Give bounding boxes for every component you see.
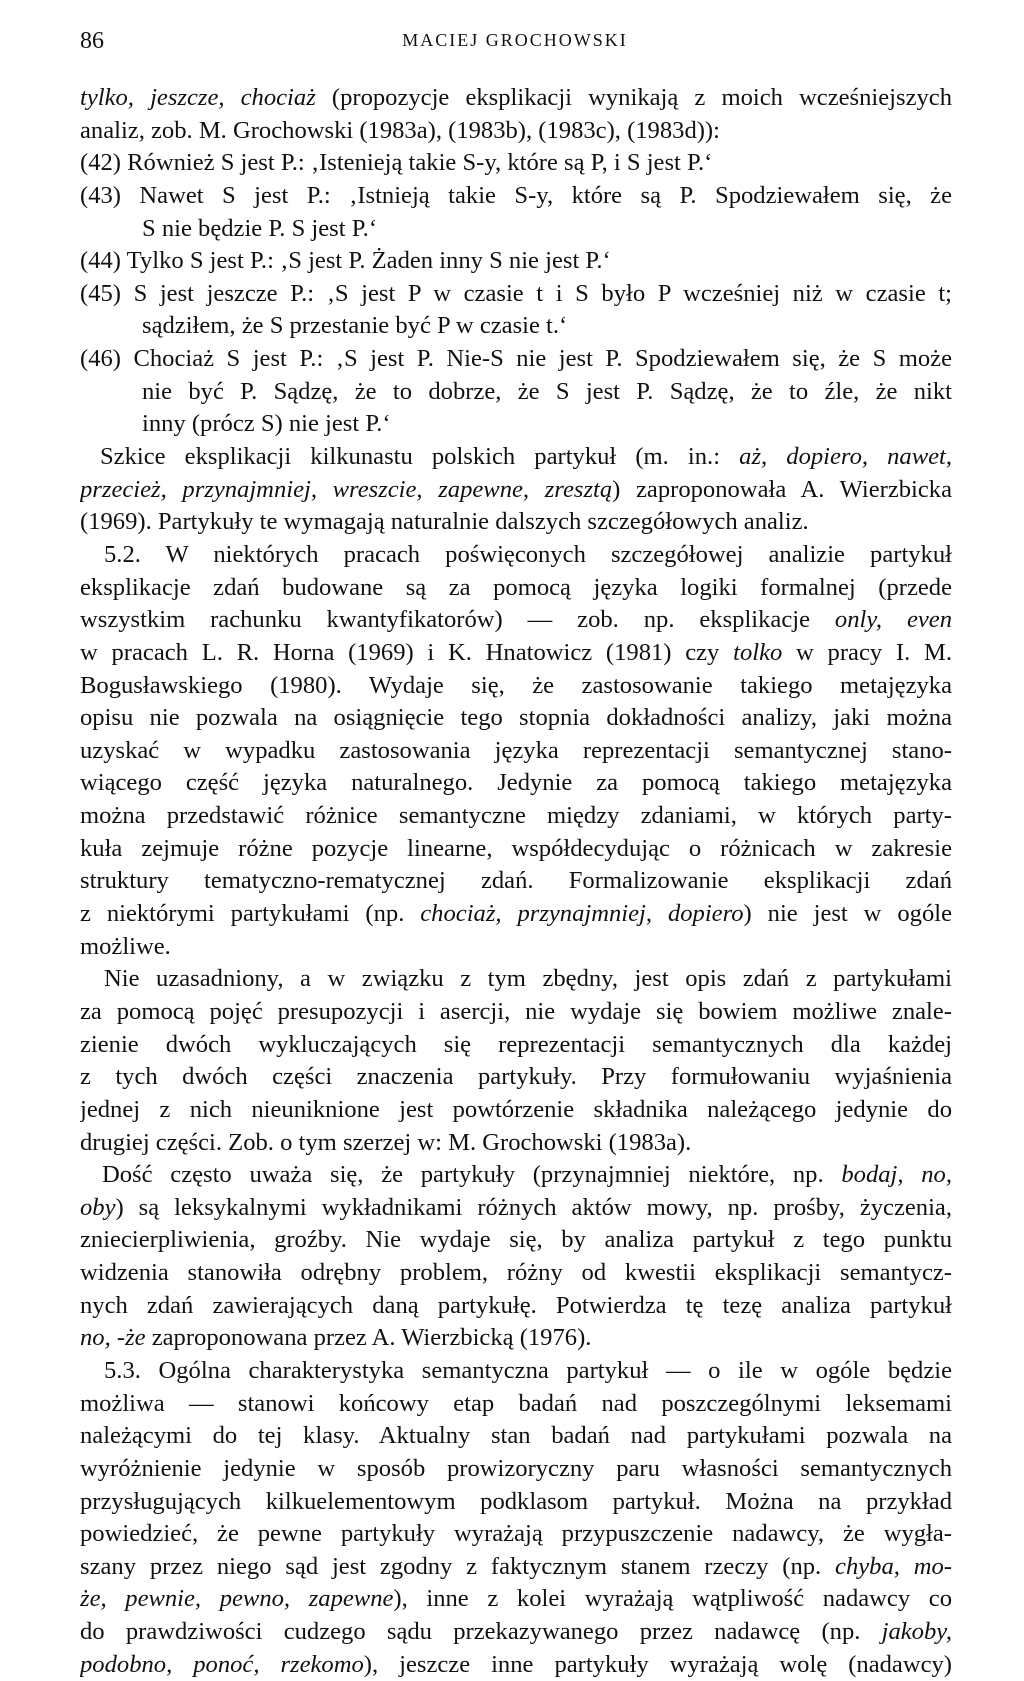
text-run: jednej z nich nieuniknione jest powtórzenie składnika należącego jedynie do [80, 1095, 952, 1123]
text-line [80, 1224, 952, 1257]
text-line [80, 1583, 952, 1616]
text-run: wiącego część języka naturalnego. Jedynie za pomocą takiego metajęzyka [80, 769, 952, 797]
text-run: (42) Również S jest P.: ‚Istenieją takie S-y, które są P, i S jest P.‘ [80, 149, 713, 177]
text-run: nych zdań zawierających daną partykułę. Potwierdza tę tezę analiza partykuł [80, 1291, 952, 1319]
text-run: z niektórymi partykułami (np. [80, 900, 421, 928]
text-run: z tych dwóch części znaczenia partykuły. Przy formułowaniu wyjaśnienia [80, 1063, 952, 1091]
italic-term: podobno, ponoć, rzekomo [80, 1650, 364, 1678]
text-line [80, 147, 952, 180]
italic-term: chyba, mo- [835, 1552, 952, 1580]
text-line [80, 1420, 952, 1453]
text-run: możliwa — stanowi końcowy etap badań nad poszczególnymi leksemami [80, 1389, 952, 1417]
text-line [80, 506, 952, 539]
italic-term: only, even [834, 606, 952, 634]
text-line [80, 865, 952, 898]
text-line [80, 1290, 952, 1323]
italic-term: aż, dopiero, nawet, [739, 443, 952, 471]
text-run: (44) Tylko S jest P.: ‚S jest P. Żaden inny S nie jest P.‘ [80, 247, 611, 275]
text-line [80, 1486, 952, 1519]
text-run: powiedzieć, że pewne partykuły wyrażają przypuszczenie nadawcy, że wygła- [80, 1520, 952, 1548]
running-head: MACIEJ GROCHOWSKI [402, 30, 628, 50]
text-run: wszystkim rachunku kwantyfikatorów) — zob. np. eksplikacje [80, 606, 835, 634]
italic-term: oby [80, 1193, 116, 1221]
text-line [80, 572, 952, 605]
text-line [80, 1453, 952, 1486]
text-run: (1969). Partykuły te wymagają naturalnie dalszych szczegółowych analiz. [80, 508, 809, 536]
text-run: możliwe. [80, 932, 171, 960]
italic-term: bodaj, no, [841, 1161, 952, 1189]
text-line [80, 1518, 952, 1551]
text-run: Bogusławskiego (1980). Wydaje się, że zastosowanie takiego metajęzyka [80, 671, 952, 699]
text-line [80, 441, 952, 474]
italic-term: że, pewnie, pewno, zapewne [80, 1585, 394, 1613]
text-line [80, 213, 952, 246]
text-line [80, 735, 952, 768]
text-run: ) nie jest w ogóle [743, 900, 952, 928]
text-line [80, 1257, 952, 1290]
text-run: w pracach L. R. Horna (1969) i K. Hnatowicz (1981) czy [80, 638, 734, 666]
text-line [80, 996, 952, 1029]
text-run: ) są leksykalnymi wykładnikami różnych aktów mowy, np. prośby, życzenia, [115, 1193, 952, 1221]
text-line [80, 278, 952, 311]
text-line [80, 670, 952, 703]
text-run: inny (prócz S) nie jest P.‘ [142, 410, 391, 438]
text-run: szany przez niego sąd jest zgodny z faktycznym stanem rzeczy (np. [80, 1552, 836, 1580]
text-line [80, 1192, 952, 1225]
text-line [80, 245, 952, 278]
text-run: przysługujących kilkuelementowym podklasom partykuł. Można na przykład [80, 1487, 952, 1515]
text-run: ) zaproponowała A. Wierzbicka [612, 475, 952, 503]
text-run: (46) Chociaż S jest P.: ‚S jest P. Nie-S nie jest P. Spodziewałem się, że S może [80, 345, 952, 373]
text-line [80, 310, 952, 343]
text-run: Dość często uważa się, że partykuły (przynajmniej niektóre, np. [102, 1161, 842, 1189]
text-run: 5.2. W niektórych pracach poświęconych szczegółowej analizie partykuł [104, 540, 952, 568]
text-run: kuła zejmuje różne pozycje linearne, współdecydując o różnicach w zakresie [80, 834, 952, 862]
text-run: widzenia stanowiła odrębny problem, różny od kwestii eksplikacji semantycz- [80, 1259, 952, 1287]
italic-term: jakoby, [881, 1618, 952, 1646]
text-line [80, 1127, 952, 1160]
text-line [80, 1322, 952, 1355]
body-text [80, 82, 952, 1681]
text-line [80, 898, 952, 931]
italic-term: tolko [733, 638, 783, 666]
text-line [80, 963, 952, 996]
text-run: do prawdziwości cudzego sądu przekazywanego przez nadawcę (np. [80, 1618, 882, 1646]
text-line [80, 833, 952, 866]
text-line [80, 767, 952, 800]
text-run: uzyskać w wypadku zastosowania języka reprezentacji semantycznej stano- [80, 736, 952, 764]
text-run: analiz, zob. M. Grochowski (1983a), (1983b), (1983c), (1983d)): [80, 116, 720, 144]
page-header [80, 28, 950, 58]
text-run: 5.3. Ogólna charakterystyka semantyczna partykuł — o ile w ogóle będzie [104, 1356, 952, 1384]
text-run: wyróżnienie jedynie w sposób prowizoryczny paru własności semantycznych [80, 1454, 952, 1482]
text-run: S nie będzie P. S jest P.‘ [142, 214, 378, 242]
text-line [80, 408, 952, 441]
text-line [80, 1388, 952, 1421]
text-run: można przedstawić różnice semantyczne między zdaniami, w których party- [80, 802, 952, 830]
text-line [80, 800, 952, 833]
text-run: zaproponowana przez A. Wierzbicką (1976). [145, 1324, 592, 1352]
text-run: Szkice eksplikacji kilkunastu polskich partykuł (m. in.: [100, 443, 740, 471]
italic-term: no, -że [80, 1324, 146, 1352]
text-line [80, 474, 952, 507]
text-line [80, 1159, 952, 1192]
text-run: nie być P. Sądzę, że to dobrze, że S jest P. Sądzę, że to źle, że nikt [142, 377, 952, 405]
text-line [80, 1061, 952, 1094]
text-line [80, 82, 952, 115]
text-run: (43) Nawet S jest P.: ‚Istnieją takie S-y, które są P. Spodziewałem się, że [80, 181, 952, 209]
italic-term: chociaż, przynajmniej, dopiero [420, 900, 744, 928]
italic-term: przecież, przynajmniej, wreszcie, zapewne, zresztą [80, 475, 613, 503]
text-run: w pracy I. M. [782, 638, 952, 666]
text-run: za pomocą pojęć presupozycji i asercji, nie wydaje się bowiem możliwe znale- [80, 997, 952, 1025]
text-run: (45) S jest jeszcze P.: ‚S jest P w czasie t i S było P wcześniej niż w czasie t; [80, 279, 952, 307]
text-line [80, 931, 952, 964]
text-run: należącymi do tej klasy. Aktualny stan badań nad partykułami pozwala na [80, 1422, 952, 1450]
text-run: opisu nie pozwala na osiągnięcie tego stopnia dokładności analizy, jaki można [80, 704, 952, 732]
text-line [80, 1029, 952, 1062]
text-run: zniecierpliwienia, groźby. Nie wydaje się, by analiza partykuł z tego punktu [80, 1226, 952, 1254]
text-line [80, 702, 952, 735]
text-line [80, 1355, 952, 1388]
page-number: 86 [80, 28, 104, 54]
text-run: Nie uzasadniony, a w związku z tym zbędny, jest opis zdań z partykułami [104, 965, 952, 993]
italic-term: tylko, jeszcze, chociaż [80, 84, 316, 111]
text-run: ), inne z kolei wyrażają wątpliwość nadawcy co [393, 1585, 952, 1613]
text-run: ), jeszcze inne partykuły wyrażają wolę (nadawcy) [363, 1650, 952, 1678]
text-line [80, 539, 952, 572]
text-run: struktury tematyczno-rematycznej zdań. Formalizowanie eksplikacji zdań [80, 867, 952, 895]
text-line [80, 1649, 952, 1681]
text-line [80, 343, 952, 376]
text-line [80, 637, 952, 670]
text-line [80, 1616, 952, 1649]
text-line [80, 376, 952, 409]
text-line [80, 180, 952, 213]
text-line [80, 604, 952, 637]
text-run: eksplikacje zdań budowane są za pomocą języka logiki formalnej (przede [80, 573, 952, 601]
text-run: sądziłem, że S przestanie być P w czasie t.‘ [142, 312, 568, 340]
text-run: zienie dwóch wykluczających się reprezentacji semantycznych dla każdej [80, 1030, 952, 1058]
text-line [80, 1094, 952, 1127]
text-line [80, 1551, 952, 1584]
text-line [80, 115, 952, 148]
text-run: (propozycje eksplikacji wynikają z moich wcześniejszych [315, 84, 952, 111]
text-run: drugiej części. Zob. o tym szerzej w: M. Grochowski (1983a). [80, 1128, 692, 1156]
